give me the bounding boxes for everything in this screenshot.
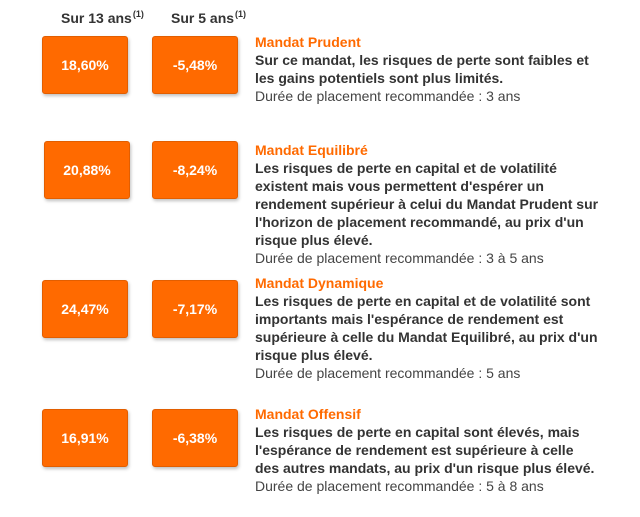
mandate-description: Les risques de perte en capital et de volatilité existent mais vous permettent d'espérer un rendement supérieur à celui du Mandat Prudent sur l'horizon de placement recommandé, au prix d'un risque plus élevé. bbox=[255, 160, 599, 248]
mandate-description: Les risques de perte en capital sont élevés, mais l'espérance de rendement est supérieure à celle des autres mandats, au prix d'un risque plus élevé. bbox=[255, 424, 595, 476]
mandate-title: Mandat Equilibré bbox=[255, 142, 368, 158]
recommended-duration: Durée de placement recommandée : 5 ans bbox=[255, 365, 521, 381]
performance-5-years-badge: -5,48% bbox=[152, 36, 238, 94]
column-header-5-years bbox=[171, 9, 246, 26]
column-header-13-label: Sur 13 ans bbox=[61, 10, 132, 26]
performance-13-years-badge: 24,47% bbox=[42, 280, 128, 338]
recommended-duration: Durée de placement recommandée : 5 à 8 ans bbox=[255, 478, 544, 494]
mandate-description-block bbox=[255, 405, 600, 495]
mandate-title: Mandat Offensif bbox=[255, 406, 361, 422]
performance-13-years-badge: 18,60% bbox=[42, 36, 128, 94]
mandate-title: Mandat Dynamique bbox=[255, 275, 384, 291]
mandate-description: Sur ce mandat, les risques de perte sont faibles et les gains potentiels sont plus limités. bbox=[255, 52, 589, 86]
mandate-description: Les risques de perte en capital et de volatilité sont importants mais l'espérance de rendement est supérieure à celle du Mandat Equilibré, au prix d'un risque plus élevé. bbox=[255, 293, 598, 363]
recommended-duration: Durée de placement recommandée : 3 à 5 ans bbox=[255, 250, 544, 266]
footnote-marker: (1) bbox=[132, 9, 144, 19]
footnote-marker: (1) bbox=[235, 9, 247, 19]
performance-5-years-badge: -6,38% bbox=[152, 409, 238, 467]
mandate-title: Mandat Prudent bbox=[255, 34, 361, 50]
performance-13-years-badge: 20,88% bbox=[44, 141, 130, 199]
column-header-13-years bbox=[61, 9, 144, 26]
recommended-duration: Durée de placement recommandée : 3 ans bbox=[255, 88, 521, 104]
mandate-description-block bbox=[255, 33, 600, 105]
performance-5-years-badge: -8,24% bbox=[152, 141, 238, 199]
performance-5-years-badge: -7,17% bbox=[152, 280, 238, 338]
column-header-5-label: Sur 5 ans bbox=[171, 10, 235, 26]
mandate-description-block bbox=[255, 274, 600, 382]
performance-13-years-badge: 16,91% bbox=[42, 409, 128, 467]
mandate-description-block bbox=[255, 141, 600, 267]
